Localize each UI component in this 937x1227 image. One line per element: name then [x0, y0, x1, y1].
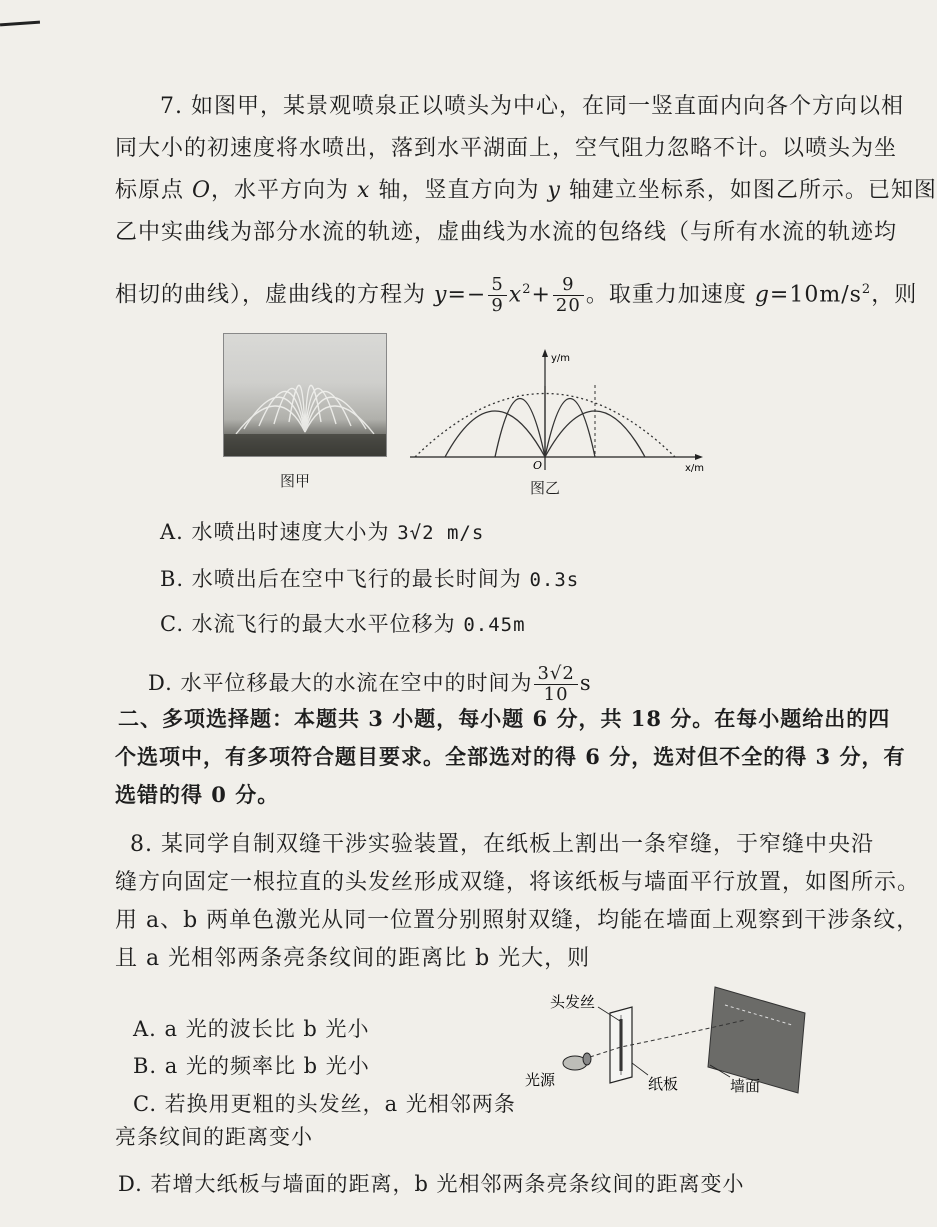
- option-d-fraction: [534, 664, 577, 705]
- frac-num: 9: [553, 275, 584, 296]
- figure-yi-caption: 图乙: [530, 479, 561, 497]
- option-value: 0.45m: [463, 614, 526, 636]
- eq-sign: =−: [447, 282, 487, 308]
- x-symbol: x: [357, 178, 371, 203]
- q7-line-1: 7. 如图甲，某景观喷泉正以喷头为中心，在同一竖直面内向各个方向以相: [160, 94, 904, 119]
- g-symbol: g: [754, 282, 770, 308]
- option-text: B. 水喷出后在空中飞行的最长时间为: [160, 567, 530, 591]
- q7-line-3: [115, 176, 937, 206]
- q8-option-c[interactable]: C. 若换用更粗的头发丝，a 光相邻两条: [133, 1092, 516, 1116]
- q7-option-c[interactable]: [160, 610, 526, 639]
- frac-den: 20: [555, 295, 581, 316]
- q7-line-5: [115, 275, 917, 316]
- eq-x: x: [508, 282, 523, 308]
- q7-text: 相切的曲线），虚曲线的方程为: [115, 282, 434, 308]
- corner-mark: [0, 21, 40, 27]
- option-value: 0.3s: [529, 569, 580, 591]
- option-text: D. 水平位移最大的水流在空中的时间为: [148, 671, 533, 695]
- fountain-photo: [223, 333, 387, 457]
- q7-text: 轴，竖直方向为: [370, 178, 548, 203]
- q8-option-d[interactable]: D. 若增大纸板与墙面的距离，b 光相邻两条亮条纹间的距离变小: [118, 1172, 745, 1196]
- q7-text: 。取重力加速度: [585, 282, 755, 308]
- board-pointer: [632, 1063, 648, 1075]
- figure-jia-caption: 图甲: [280, 472, 311, 490]
- trajectory-curves: [445, 386, 645, 457]
- origin-label: O: [533, 459, 543, 472]
- q7-option-b[interactable]: [160, 565, 579, 594]
- trajectory-diagram: [395, 345, 715, 474]
- double-slit-setup: [520, 985, 820, 1095]
- q7-text: ，则: [871, 282, 918, 308]
- q8-line-1: 8. 某同学自制双缝干涉实验装置，在纸板上割出一条窄缝，于窄缝中央沿: [130, 832, 874, 857]
- section2-line-2: 个选项中，有多项符合题目要求。全部选对的得 6 分，选对但不全的得 3 分，有: [115, 744, 906, 769]
- frac-num: 3√2: [534, 664, 577, 685]
- label-wall: 墙面: [730, 1077, 761, 1095]
- g-square: 2: [861, 282, 872, 298]
- option-text: A. 水喷出时速度大小为: [160, 520, 398, 544]
- label-board: 纸板: [648, 1075, 679, 1093]
- eq-square: 2: [522, 282, 532, 298]
- eq-fraction-2: [553, 275, 584, 316]
- q7-text: 标原点: [115, 178, 192, 203]
- light-source-lens: [583, 1053, 591, 1065]
- label-source: 光源: [525, 1071, 556, 1089]
- x-axis-arrow: [695, 454, 703, 460]
- section2-line-3: 选错的得 0 分。: [115, 782, 280, 807]
- option-text: C. 水流飞行的最大水平位移为: [160, 612, 464, 636]
- q7-line-4: 乙中实曲线为部分水流的轨迹，虚曲线为水流的包络线（与所有水流的轨迹均: [115, 220, 898, 245]
- origin-symbol: O: [192, 178, 212, 203]
- q8-line-4: 且 a 光相邻两条亮条纹间的距离比 b 光大，则: [115, 946, 591, 971]
- frac-den: 9: [491, 295, 504, 316]
- eq-plus: +: [531, 282, 551, 308]
- y-axis-arrow: [542, 349, 548, 357]
- x-axis-label: x/m: [685, 463, 705, 474]
- q7-text: ，水平方向为: [211, 178, 358, 203]
- q8-option-a[interactable]: A. a 光的波长比 b 光小: [133, 1017, 370, 1041]
- eq-fraction-1: [488, 275, 506, 316]
- option-unit: s: [579, 671, 592, 695]
- q7-line-2: 同大小的初速度将水喷出，落到水平湖面上，空气阻力忽略不计。以喷头为坐: [115, 136, 898, 161]
- q7-option-a[interactable]: [160, 518, 484, 547]
- y-axis-label: y/m: [551, 353, 571, 364]
- section2-line-1: 二、多项选择题：本题共 3 小题，每小题 6 分，共 18 分。在每小题给出的四: [118, 706, 891, 731]
- q8-option-c-cont: 亮条纹间的距离变小: [115, 1125, 313, 1149]
- frac-num: 5: [488, 275, 506, 296]
- label-hair: 头发丝: [550, 993, 596, 1011]
- q7-option-d[interactable]: [148, 664, 592, 705]
- q8-line-2: 缝方向固定一根拉直的头发丝形成双缝，将该纸板与墙面平行放置，如图所示。: [115, 870, 921, 895]
- q7-text: 轴建立坐标系，如图乙所示。已知图: [560, 178, 937, 203]
- frac-den: 10: [543, 684, 569, 705]
- eq-y: y: [434, 282, 448, 308]
- y-symbol: y: [547, 178, 561, 203]
- fountain-illustration: [224, 334, 386, 456]
- option-value: 3√2 m/s: [397, 522, 485, 544]
- g-value: =10m/s: [769, 282, 862, 308]
- q8-option-b[interactable]: B. a 光的频率比 b 光小: [133, 1054, 370, 1078]
- q8-line-3: 用 a、b 两单色激光从同一位置分别照射双缝，均能在墙面上观察到干涉条纹，: [115, 908, 920, 933]
